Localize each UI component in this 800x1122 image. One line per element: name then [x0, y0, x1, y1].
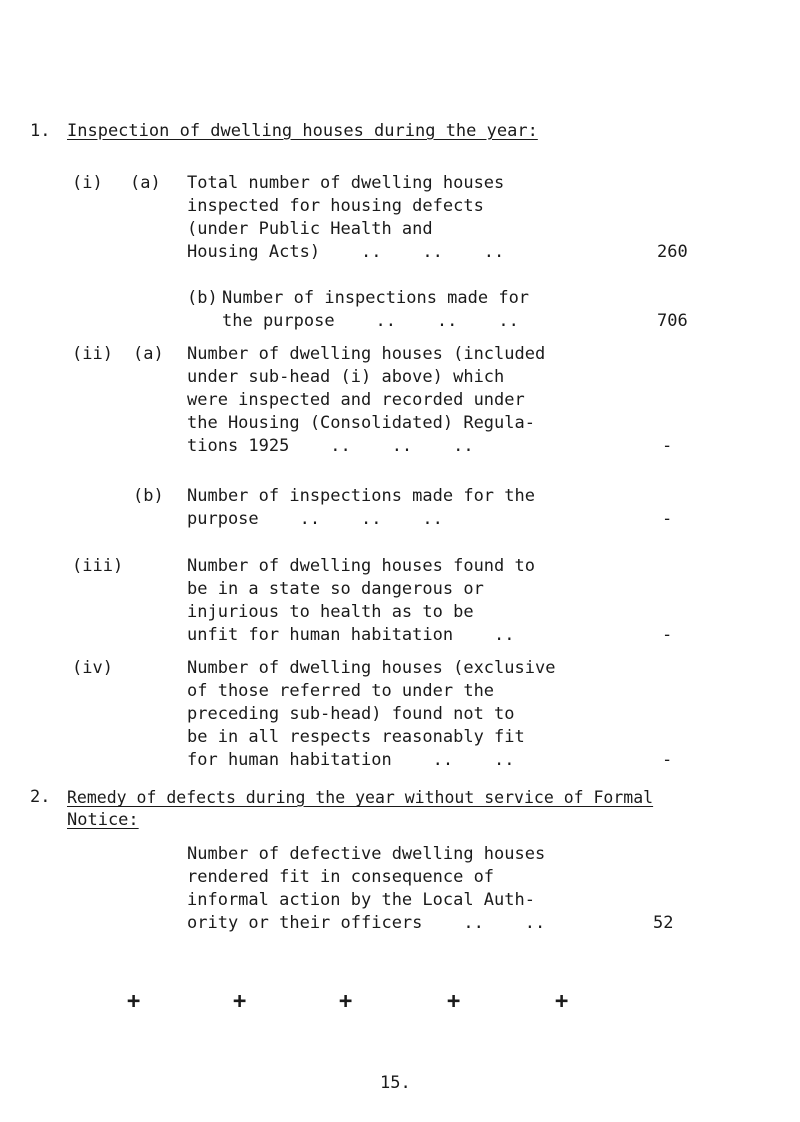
item-ii-roman: (ii)	[72, 344, 113, 364]
section-2-heading-line1: Remedy of defects during the year without service of Formal	[67, 788, 654, 807]
section-1-number: 1.	[30, 121, 51, 141]
page-number: 15.	[380, 1073, 411, 1093]
item-i-b-value: 706	[657, 311, 688, 331]
item-iii-value: -	[662, 625, 673, 645]
item-iii-text: Number of dwelling houses found to be in a state so dangerous or injurious to health as to be unfit for human habitation ..	[187, 556, 535, 645]
item-i-a-value: 260	[657, 242, 688, 262]
item-i-b-sub: (b)	[187, 288, 218, 308]
item-i-roman: (i)	[72, 173, 103, 193]
item-ii-b-value: -	[662, 509, 673, 529]
footer-plus-mark: +	[555, 989, 569, 1014]
section-2-number: 2.	[30, 787, 51, 807]
item-i-a-text: Total number of dwelling houses inspected for housing defects (under Public Health and Housing Acts) .. .. ..	[187, 173, 505, 262]
item-i-a-sub: (a)	[130, 173, 161, 193]
section-2-value: 52	[653, 913, 674, 933]
section-1-heading: Inspection of dwelling houses during the year:	[67, 121, 538, 141]
item-i-b-text: Number of inspections made for the purpose .. .. ..	[222, 288, 530, 331]
footer-plus-mark: +	[233, 989, 247, 1014]
item-ii-a-value: -	[662, 436, 673, 456]
item-iv-roman: (iv)	[72, 658, 113, 678]
item-ii-b-sub: (b)	[133, 486, 164, 506]
section-2-heading-line2: Notice:	[67, 810, 139, 830]
footer-plus-mark: +	[339, 989, 353, 1014]
item-iii-roman: (iii)	[72, 556, 124, 576]
item-ii-a-text: Number of dwelling houses (included under sub-head (i) above) which were inspected and recorded under the Housing (Consolidated) Regula- tions 1925 .. .. ..	[187, 344, 546, 456]
section-2-text: Number of defective dwelling houses rendered fit in consequence of informal action by the Local Auth- ority or their officers .. ..	[187, 844, 546, 933]
footer-plus-mark: +	[127, 989, 141, 1014]
item-ii-a-sub: (a)	[133, 344, 164, 364]
item-iv-text: Number of dwelling houses (exclusive of those referred to under the preceding sub-head) found not to be in all respects reasonably fit for human habitation .. ..	[187, 658, 556, 770]
footer-plus-mark: +	[447, 989, 461, 1014]
item-ii-b-text: Number of inspections made for the purpose .. .. ..	[187, 486, 535, 529]
item-iv-value: -	[662, 750, 673, 770]
